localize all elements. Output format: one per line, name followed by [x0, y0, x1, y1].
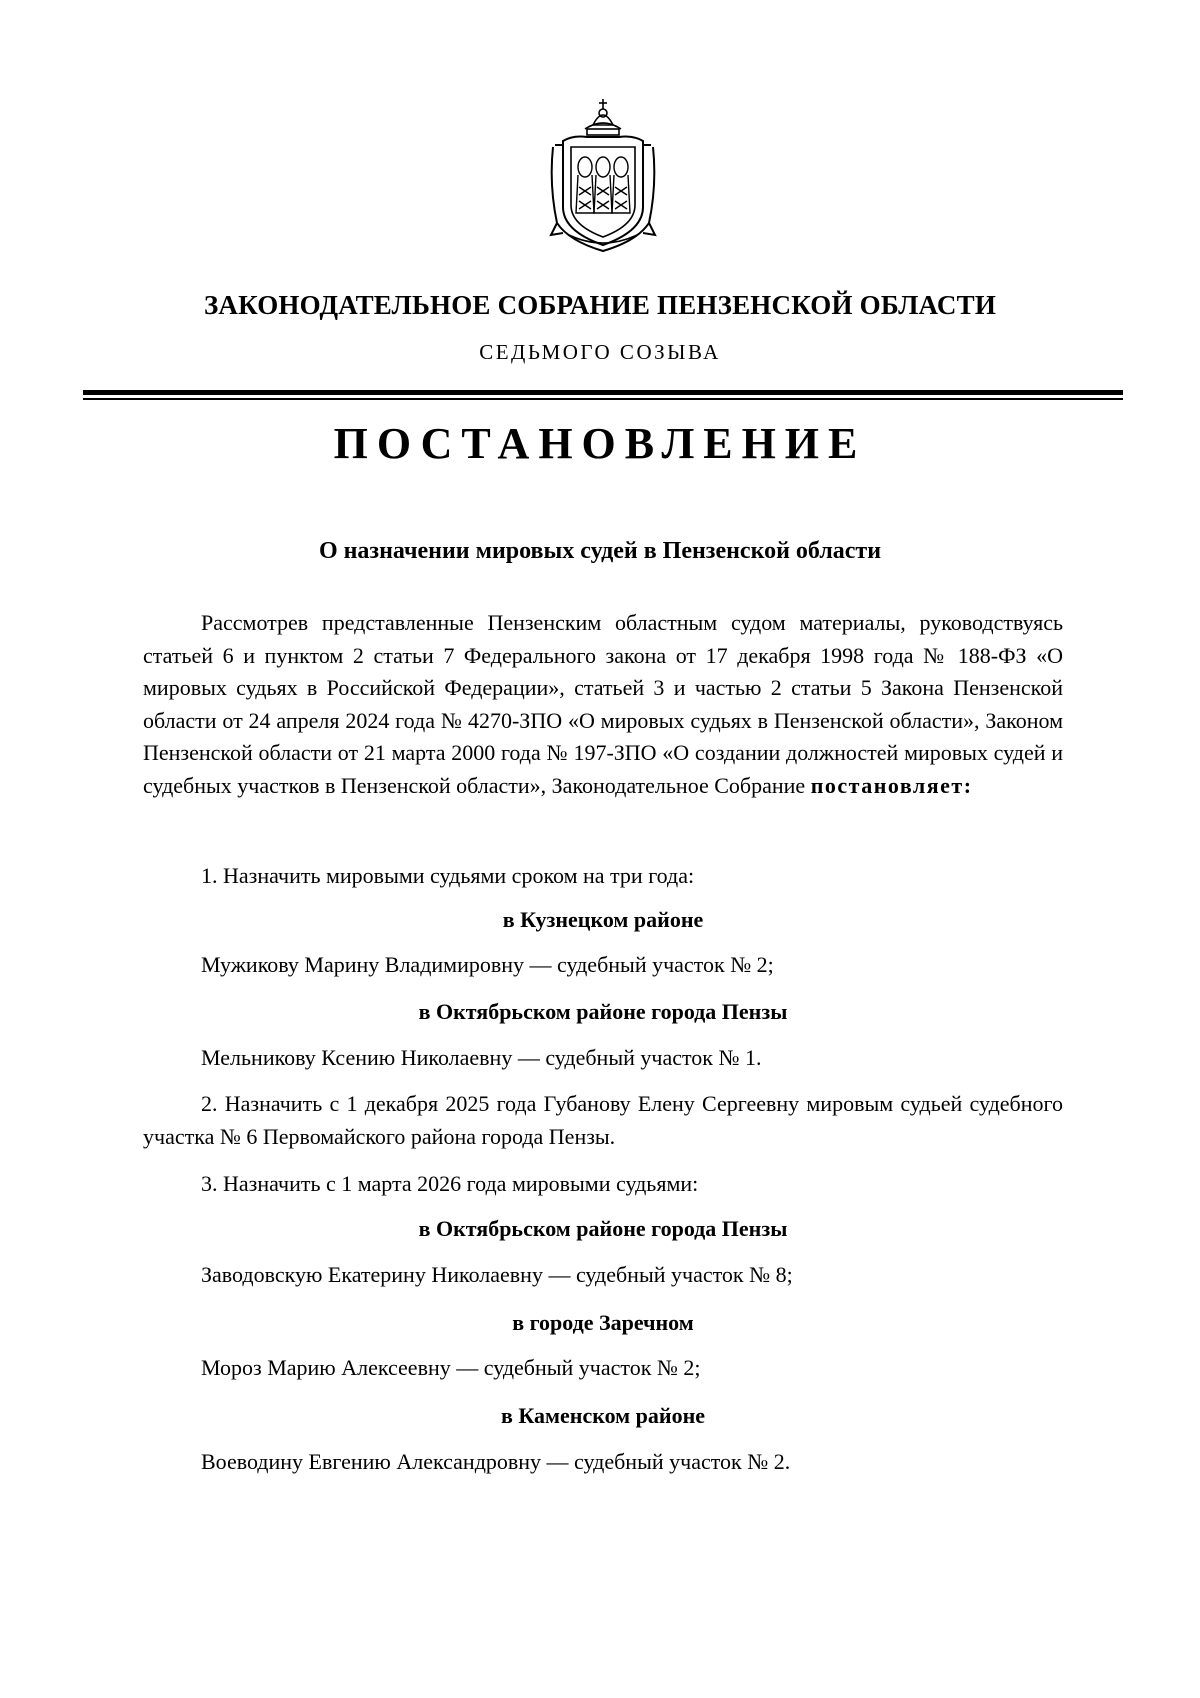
header-divider-thin	[83, 398, 1123, 400]
judge-entry: Мельникову Ксению Николаевну — судебный участок № 1.	[201, 1045, 762, 1070]
organization-name: ЗАКОНОДАТЕЛЬНОЕ СОБРАНИЕ ПЕНЗЕНСКОЙ ОБЛАСТИ	[203, 290, 997, 320]
district-heading: в городе Заречном	[512, 1310, 694, 1335]
judge-entry: Воеводину Евгению Александровну — судебный участок № 2.	[201, 1449, 791, 1474]
item-1: 1. Назначить мировыми судьями сроком на три года:	[201, 863, 695, 888]
document-title: О назначении мировых судей в Пензенской области	[318, 538, 882, 564]
judge-entry: Заводовскую Екатерину Николаевну — судебный участок № 8;	[201, 1262, 793, 1287]
district-heading: в Октябрьском районе города Пензы	[418, 1216, 788, 1241]
convocation-label: СЕДЬМОГО СОЗЫВА	[479, 340, 721, 364]
coat-of-arms-icon	[543, 95, 663, 255]
district-heading: в Кузнецком районе	[502, 907, 704, 932]
judge-entry: Мороз Марию Алексеевну — судебный участок № 2;	[201, 1355, 701, 1380]
item-2: 2. Назначить с 1 декабря 2025 года Губанову Елену Сергеевну мировым судьей судебного участка № 6 Первомайского района города Пензы.	[143, 1091, 1063, 1149]
preamble-emphasis: постановляет:	[810, 772, 973, 798]
preamble-text: Рассмотрев представленные Пензенским областным судом материалы, руководствуясь статьей 6 и пунктом 2 статьи 7 Федерального закона от 17 декабря 1998 года № 188-ФЗ «О мировых судьях в Российской Федерации», статьей 3 и частью 2 статьи 5 Закона Пензенской области от 24 апреля 2024 года № 4270-ЗПО «О мировых судьях в Пензенской области», Законом Пензенской области от 21 марта 2000 года № 197-ЗПО «О создании должностей мировых судей и судебных участков в Пензенской области», Законодательное Собрание	[143, 610, 1063, 798]
judge-entry: Мужикову Марину Владимировну — судебный участок № 2;	[201, 952, 774, 977]
district-heading: в Октябрьском районе города Пензы	[418, 999, 788, 1024]
item-3: 3. Назначить с 1 марта 2026 года мировыми судьями:	[201, 1171, 699, 1196]
district-heading: в Каменском районе	[500, 1403, 706, 1428]
document-type: ПОСТАНОВЛЕНИЕ	[333, 419, 867, 468]
header-divider-thick	[83, 390, 1123, 395]
preamble-paragraph	[143, 607, 1063, 802]
